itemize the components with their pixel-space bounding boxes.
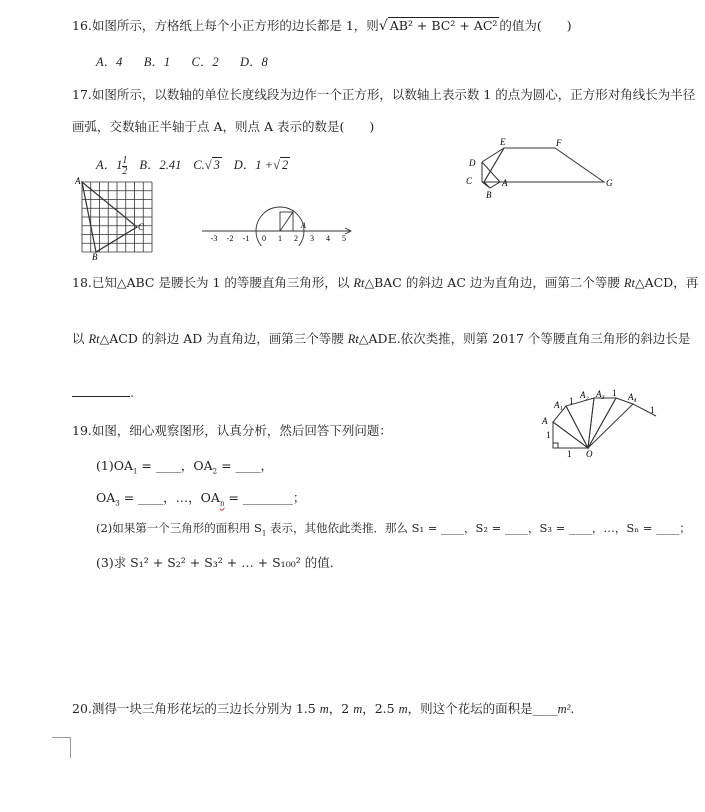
svg-text:3: 3 xyxy=(310,234,314,243)
q16-radicand: AB² + BC² + AC² xyxy=(389,18,498,33)
q17-grid-figure xyxy=(74,176,158,260)
q19-spiral-figure xyxy=(538,386,666,458)
fig-label-1b: 1 xyxy=(546,430,551,440)
trap-label-f: F xyxy=(556,138,562,148)
svg-text:-1: -1 xyxy=(242,234,250,243)
svg-text:1: 1 xyxy=(278,234,282,243)
q17-line1: 17.如图所示，以数轴的单位长度线段为边作一个正方形，以数轴上表示数 1 的点为圆心，正方形对角线长为半径 xyxy=(72,87,696,102)
svg-text:-3: -3 xyxy=(210,234,218,243)
q17-line2: 画弧，交数轴正半轴于点 A，则点 A 表示的数是( ) xyxy=(72,119,375,134)
axis-point-a: A xyxy=(301,221,306,230)
q19-part1b: $OA_3$ = ____，…，$OA_n$ = ________； xyxy=(96,490,306,508)
trap-label-g: G xyxy=(606,178,613,188)
grid-label-a: A xyxy=(75,176,81,186)
sqrt-icon: √ xyxy=(378,18,388,34)
q17-options xyxy=(96,155,290,177)
svg-text:2: 2 xyxy=(294,234,298,243)
q19-part3: (3)求 S₁² + S₂² + S₃² + … + S₁₀₀² 的值． xyxy=(96,555,343,570)
fig-label-1a: 1 xyxy=(567,449,572,458)
trap-label-e: E xyxy=(500,137,506,147)
grid-label-c: C xyxy=(138,222,145,232)
answer-blank[interactable] xyxy=(72,385,130,397)
fig-label-1c: 1 xyxy=(569,396,574,406)
svg-text:-2: -2 xyxy=(226,234,234,243)
grid-label-b: B xyxy=(92,252,98,260)
fig-label-a1: A₁ xyxy=(554,400,563,410)
trap-label-d: D xyxy=(469,158,476,168)
q17-option-d: D．1 +√ 2 xyxy=(233,158,289,172)
q18-line2: 以 Rt△ACD 的斜边 AD 为直角边，画第三个等腰 Rt△ADE.依次类推，则第 2017 个等腰直角三角形的斜边长是 xyxy=(72,331,691,346)
q17-option-b: B．2.41 xyxy=(139,158,182,172)
q18-line1: 18.已知△ABC 是腰长为 1 的等腰直角三角形，以 Rt△BAC 的斜边 AC 边为直角边，画第二个等腰 Rt△ACD，再 xyxy=(72,275,699,290)
q17-option-a: A．1 $\frac{1}{2}$ xyxy=(96,154,128,177)
q19-part2: (2)如果第一个三角形的面积用 $S_1$ 表示，其他依此类推．那么 S₁ = ____，S₂ = ____，S₃ = ____，…，Sₙ = ____； xyxy=(96,521,691,538)
fig-label-1d: 1 xyxy=(612,388,617,398)
q17-option-c: C.√ 3 xyxy=(193,158,220,172)
q16-option-b: B．1 xyxy=(143,55,171,69)
q18-answer-blank: . xyxy=(72,385,134,400)
trap-label-a: A xyxy=(502,178,508,188)
svg-text:5: 5 xyxy=(342,234,346,243)
q19-part1: $(1)OA_1$ = ____，$OA_2$ = ____， xyxy=(96,458,274,476)
q16-options xyxy=(96,52,268,70)
fig-label-1e: 1 xyxy=(650,405,655,415)
trap-label-c: C xyxy=(466,176,473,186)
q16-option-c: C．2 xyxy=(191,55,219,69)
q16-stem: 16.如图所示，方格纸上每个小正方形的边长都是 1，则√ AB² + BC² + AC² 的值为( ) xyxy=(72,18,572,34)
q19-stem: 19.如图，细心观察图形，认真分析，然后回答下列问题： xyxy=(72,423,392,438)
svg-text:0: 0 xyxy=(262,234,266,243)
q17-number-line xyxy=(200,196,360,246)
q20-stem: 20.测得一块三角形花坛的三边长分别为 1.5 m，2 m，2.5 m，则这个花坛的面积是____m². xyxy=(72,701,575,716)
axis-tick-labels xyxy=(211,234,346,243)
q16-option-a: A．4 xyxy=(96,55,123,69)
fig-label-a3: A₃ xyxy=(596,389,605,399)
fig-label-o: O xyxy=(586,449,593,458)
trap-label-b: B xyxy=(486,190,492,200)
fig-label-a2: A₂ xyxy=(580,390,589,400)
q17-trapezoid-figure xyxy=(460,136,620,202)
q16-option-d: D．8 xyxy=(240,55,268,69)
svg-text:4: 4 xyxy=(326,234,330,243)
page-corner-mark xyxy=(52,737,71,758)
fig-label-a4: A₄ xyxy=(628,392,637,402)
fig-label-a: A xyxy=(542,416,548,426)
